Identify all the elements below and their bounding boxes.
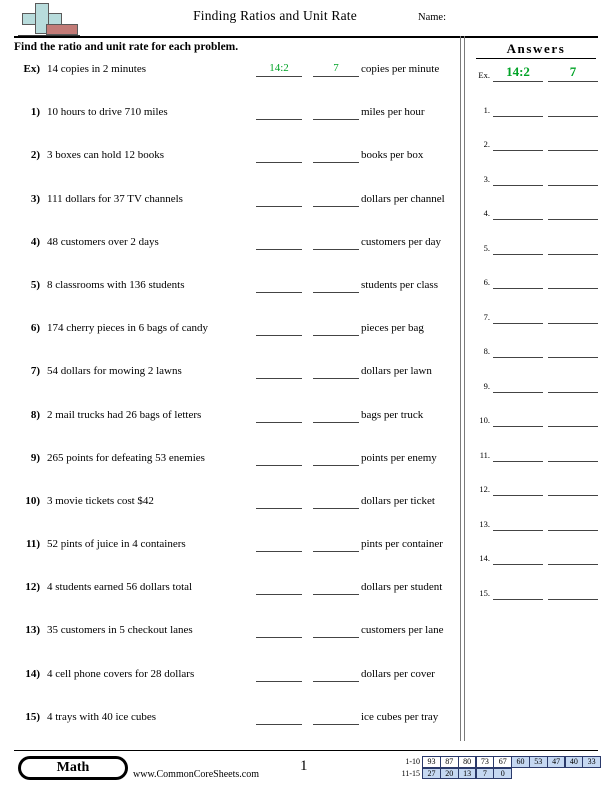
answer-ratio-blank[interactable] (493, 116, 543, 117)
problem-unit-label: books per box (361, 149, 424, 162)
problem-number: 3) (30, 192, 40, 205)
ratio-answer-blank[interactable] (256, 594, 302, 595)
answer-row-label: 15. (479, 587, 490, 598)
answer-unit-rate-value: 7 (569, 64, 577, 79)
answer-unit-rate-blank[interactable] (548, 495, 598, 496)
example-unit-rate-value: 7 (333, 62, 339, 74)
grade-cell: 33 (582, 756, 601, 768)
problem-number: 15) (25, 710, 40, 723)
problem-unit-label: dollars per student (361, 581, 443, 594)
problem-text: 54 dollars for mowing 2 lawns (47, 365, 182, 378)
ratio-answer-blank[interactable] (256, 637, 302, 638)
ratio-answer-blank[interactable] (256, 465, 302, 466)
unit-rate-answer-blank[interactable] (313, 335, 359, 336)
answer-unit-rate-blank[interactable] (548, 81, 598, 82)
problem-unit-label: bags per truck (361, 408, 424, 421)
problem-number: 9) (30, 451, 40, 464)
problem-unit-label: pints per container (361, 538, 443, 551)
answer-unit-rate-blank[interactable] (548, 288, 598, 289)
answer-row (468, 373, 608, 408)
ratio-answer-blank[interactable] (256, 724, 302, 725)
problem-number: 11) (25, 538, 40, 551)
page-number: 1 (300, 758, 308, 774)
problem-text: 3 boxes can hold 12 books (47, 149, 165, 162)
problem-text: 10 hours to drive 710 miles (47, 106, 168, 119)
answer-row (468, 200, 608, 235)
problem-row (14, 708, 454, 751)
grade-cell: 60 (511, 756, 530, 768)
answer-unit-rate-blank[interactable] (548, 357, 598, 358)
answer-ratio-blank[interactable] (493, 323, 543, 324)
problem-number: 2) (30, 149, 40, 162)
grade-cell: 67 (493, 756, 512, 768)
grading-scale-row-2 (394, 768, 601, 780)
answer-row-label: 5. (483, 242, 490, 253)
ratio-answer-blank[interactable] (256, 76, 302, 77)
problem-unit-label: miles per hour (361, 106, 425, 119)
unit-rate-answer-blank[interactable] (313, 551, 359, 552)
answer-ratio-blank[interactable] (493, 357, 543, 358)
answer-row-label: 12. (479, 484, 490, 494)
grade-cell: 20 (440, 768, 459, 780)
answer-unit-rate-blank[interactable] (548, 185, 598, 186)
answer-row (468, 97, 608, 132)
ratio-answer-blank[interactable] (256, 162, 302, 163)
answer-panel-divider-outer (460, 36, 461, 741)
header-divider (14, 36, 598, 38)
problem-row (14, 146, 454, 189)
problem-text: 4 trays with 40 ice cubes (47, 710, 157, 723)
answer-row-label: Ex. (478, 70, 490, 80)
ratio-answer-blank[interactable] (256, 551, 302, 552)
logo-book-icon (46, 24, 78, 35)
answer-row (468, 442, 608, 477)
answer-ratio-blank[interactable] (493, 392, 543, 393)
grade-cell: 47 (547, 756, 566, 768)
worksheet-header (0, 0, 612, 40)
ratio-answer-blank[interactable] (256, 508, 302, 509)
problem-row (14, 492, 454, 535)
grade-cell: 80 (458, 756, 477, 768)
ratio-answer-blank[interactable] (256, 681, 302, 682)
unit-rate-answer-blank[interactable] (313, 76, 359, 77)
problem-number: 14) (25, 667, 40, 680)
answer-ratio-blank[interactable] (493, 495, 543, 496)
unit-rate-answer-blank[interactable] (313, 378, 359, 379)
problem-list (14, 60, 454, 751)
grading-scale-row-1 (394, 756, 601, 768)
answer-unit-rate-blank[interactable] (548, 392, 598, 393)
unit-rate-answer-blank[interactable] (313, 206, 359, 207)
answer-unit-rate-blank[interactable] (548, 599, 598, 600)
unit-rate-answer-blank[interactable] (313, 465, 359, 466)
answer-ratio-blank[interactable] (493, 288, 543, 289)
problem-row (14, 190, 454, 233)
unit-rate-answer-blank[interactable] (313, 422, 359, 423)
problem-unit-label: pieces per bag (361, 322, 424, 335)
problem-unit-label: students per class (361, 278, 438, 291)
answer-row-label: 3. (483, 173, 490, 184)
answer-row-label: 8. (483, 346, 490, 356)
ratio-answer-blank[interactable] (256, 378, 302, 379)
problem-row (14, 276, 454, 319)
problem-row (14, 362, 454, 405)
answers-list (468, 62, 608, 614)
math-badge-inner (21, 759, 125, 777)
example-row (14, 60, 454, 103)
grade-cell: 27 (422, 768, 441, 780)
answer-row-label: 2. (483, 139, 490, 149)
unit-rate-answer-blank[interactable] (313, 594, 359, 595)
answer-ratio-blank[interactable] (493, 219, 543, 220)
problem-number: 1) (30, 106, 40, 119)
problem-unit-label: copies per minute (361, 63, 440, 75)
footer-divider (14, 750, 598, 751)
answer-row (468, 62, 608, 97)
commoncoresheets-logo-icon (18, 3, 80, 36)
answers-heading: Answers (476, 41, 596, 59)
answer-unit-rate-blank[interactable] (548, 219, 598, 220)
problem-text: 3 movie tickets cost $42 (47, 494, 154, 507)
problem-number: 10) (25, 494, 40, 507)
math-subject-badge (18, 756, 128, 780)
answer-row (468, 476, 608, 511)
ratio-answer-blank[interactable] (256, 292, 302, 293)
unit-rate-answer-blank[interactable] (313, 249, 359, 250)
unit-rate-answer-blank[interactable] (313, 724, 359, 725)
problem-number: 4) (30, 235, 40, 248)
problem-row (14, 578, 454, 621)
ratio-answer-blank[interactable] (256, 119, 302, 120)
problem-unit-label: dollars per cover (361, 667, 435, 680)
answer-ratio-blank[interactable] (493, 599, 543, 600)
problem-text: 14 copies in 2 minutes (47, 63, 146, 75)
example-ratio-value: 14:2 (269, 62, 289, 74)
answer-ratio-blank[interactable] (493, 185, 543, 186)
unit-rate-answer-blank[interactable] (313, 681, 359, 682)
problem-text: 265 points for defeating 53 enemies (47, 451, 205, 464)
answer-ratio-blank[interactable] (493, 254, 543, 255)
problem-row (14, 406, 454, 449)
answer-row-label: 14. (479, 553, 490, 563)
ratio-answer-blank[interactable] (256, 206, 302, 207)
answer-ratio-value: 14:2 (506, 64, 530, 79)
answer-ratio-blank[interactable] (493, 530, 543, 531)
problem-text: 4 students earned 56 dollars total (47, 581, 193, 594)
answer-row (468, 407, 608, 442)
name-field-label: Name: (418, 12, 446, 23)
problem-number: 8) (30, 408, 40, 421)
problem-text: 4 cell phone covers for 28 dollars (47, 667, 195, 680)
ratio-answer-blank[interactable] (256, 249, 302, 250)
problem-number: 7) (30, 365, 40, 378)
answer-unit-rate-blank[interactable] (548, 116, 598, 117)
answer-unit-rate-blank[interactable] (548, 461, 598, 462)
answer-unit-rate-blank[interactable] (548, 564, 598, 565)
grading-scale-table (394, 756, 601, 779)
answer-row-label: 11. (479, 449, 490, 460)
answer-row-label: 9. (483, 380, 490, 391)
problem-number: 12) (25, 581, 40, 594)
answer-ratio-blank[interactable] (493, 564, 543, 565)
answer-row (468, 304, 608, 339)
answer-row-label: 7. (483, 311, 490, 322)
problem-row (14, 535, 454, 578)
math-badge-label: Math (56, 760, 90, 775)
answer-row-label: 4. (483, 208, 490, 218)
grade-cell: 93 (422, 756, 441, 768)
answer-row (468, 235, 608, 270)
problem-unit-label: customers per lane (361, 624, 444, 637)
answer-unit-rate-blank[interactable] (548, 426, 598, 427)
answer-row-label: 13. (479, 518, 490, 529)
unit-rate-answer-blank[interactable] (313, 119, 359, 120)
grading-scale-row-2-label: 11-15 (401, 768, 420, 778)
problem-text: 2 mail trucks had 26 bags of letters (47, 408, 202, 421)
answer-row (468, 131, 608, 166)
grade-cell: 13 (458, 768, 477, 780)
grade-cell: 87 (440, 756, 459, 768)
answer-ratio-blank[interactable] (493, 461, 543, 462)
logo-plus-center (36, 14, 48, 24)
answer-unit-rate-blank[interactable] (548, 323, 598, 324)
site-url-text: www.CommonCoreSheets.com (133, 769, 260, 780)
problem-text: 111 dollars for 37 TV channels (47, 192, 183, 205)
problem-row (14, 319, 454, 362)
problem-text: 8 classrooms with 136 students (47, 278, 185, 291)
problem-text: 35 customers in 5 checkout lanes (47, 624, 193, 637)
problem-unit-label: dollars per ticket (361, 494, 435, 507)
problem-number: 5) (30, 278, 40, 291)
answer-unit-rate-blank[interactable] (548, 150, 598, 151)
answer-row-label: 6. (483, 277, 490, 287)
problem-number: Ex) (23, 63, 40, 75)
grading-scale-row-1-label: 1-10 (405, 757, 420, 767)
unit-rate-answer-blank[interactable] (313, 508, 359, 509)
answer-row (468, 545, 608, 580)
grade-cell: 7 (476, 768, 495, 780)
grade-cell: 0 (493, 768, 512, 780)
answer-row (468, 511, 608, 546)
answer-ratio-blank[interactable] (493, 426, 543, 427)
ratio-answer-blank[interactable] (256, 422, 302, 423)
problem-unit-label: customers per day (361, 235, 442, 248)
unit-rate-answer-blank[interactable] (313, 292, 359, 293)
problem-unit-label: dollars per lawn (361, 365, 432, 378)
answer-row (468, 338, 608, 373)
answer-row-label: 10. (479, 415, 490, 425)
ratio-answer-blank[interactable] (256, 335, 302, 336)
grade-cell: 40 (565, 756, 584, 768)
instructions-text: Find the ratio and unit rate for each problem. (14, 41, 239, 53)
grade-cell: 53 (529, 756, 548, 768)
problem-text: 48 customers over 2 days (47, 235, 159, 248)
unit-rate-answer-blank[interactable] (313, 637, 359, 638)
answer-row (468, 269, 608, 304)
problem-row (14, 665, 454, 708)
problem-row (14, 621, 454, 664)
page-title: Finding Ratios and Unit Rate (193, 8, 357, 23)
unit-rate-answer-blank[interactable] (313, 162, 359, 163)
answer-unit-rate-blank[interactable] (548, 254, 598, 255)
answer-row (468, 166, 608, 201)
answer-row (468, 580, 608, 615)
problem-unit-label: points per enemy (361, 451, 437, 464)
problem-row (14, 233, 454, 276)
answer-row-label: 1. (483, 104, 490, 115)
answer-panel-divider-inner (464, 36, 465, 741)
problem-unit-label: ice cubes per tray (361, 710, 439, 723)
problem-number: 6) (30, 322, 40, 335)
problem-text: 52 pints of juice in 4 containers (47, 538, 186, 551)
problem-number: 13) (25, 624, 40, 637)
problem-text: 174 cherry pieces in 6 bags of candy (47, 322, 208, 335)
problem-row (14, 449, 454, 492)
answer-unit-rate-blank[interactable] (548, 530, 598, 531)
answer-ratio-blank[interactable] (493, 150, 543, 151)
problem-row (14, 103, 454, 146)
answer-ratio-blank[interactable] (493, 81, 543, 82)
problem-unit-label: dollars per channel (361, 192, 445, 205)
grade-cell: 73 (476, 756, 495, 768)
